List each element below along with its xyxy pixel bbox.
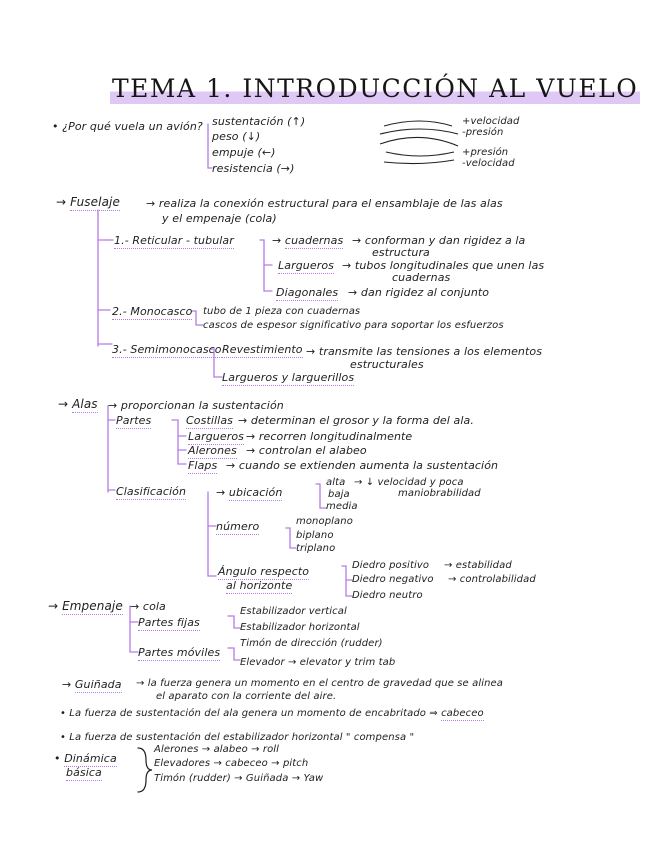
alas-label: → Alas <box>58 397 98 411</box>
empenaje-cola: → cola <box>130 600 166 613</box>
guinada-desc: → la fuerza genera un momento en el centro de gravedad que se alinea <box>136 678 503 689</box>
force-drag: resistencia (→) <box>212 162 295 175</box>
angulo-label: Ángulo respecto <box>218 565 310 578</box>
flow-upper-pressure: -presión <box>462 127 504 138</box>
estabilizador-horizontal: Estabilizador horizontal <box>240 622 360 633</box>
page-title: TEMA 1. INTRODUCCIÓN AL VUELO <box>112 74 639 103</box>
numero-label: número <box>216 520 260 533</box>
elevador: Elevador → elevator y trim tab <box>240 657 396 668</box>
revestimiento-desc: → transmite las tensiones a los elementos <box>306 345 543 358</box>
dinamica-row: Timón (rudder) → Guiñada → Yaw <box>154 773 324 784</box>
cuadernas-label: → cuadernas <box>272 234 344 247</box>
empenaje-label: → Empenaje <box>48 599 123 613</box>
ubicacion-label: → ubicación <box>216 486 283 499</box>
larguerillos: Largueros y larguerillos <box>222 371 355 384</box>
revestimiento-desc-2: estructurales <box>350 358 424 371</box>
dinamica-label-2: básica <box>66 766 102 779</box>
estabilizador-vertical: Estabilizador vertical <box>240 606 347 617</box>
largueros-ala-label: Largueros <box>188 430 244 443</box>
largueros-ala-desc: → recorren longitudinalmente <box>246 430 413 443</box>
note-lift-moment: • La fuerza de sustentación del ala genera un momento de encabritado ⇒ cabeceo <box>60 708 484 719</box>
dinamica-label: • Dinámica <box>54 752 117 765</box>
ubicacion-alta: alta <box>326 477 346 488</box>
timon-direccion: Timón de dirección (rudder) <box>240 638 383 649</box>
monocasco-label: 2.- Monocasco <box>112 305 193 318</box>
fuselaje-desc-2: y el empenaje (cola) <box>162 212 277 225</box>
revestimiento-label: Revestimiento <box>222 343 303 356</box>
fuselaje-desc: → realiza la conexión estructural para el ensamblaje de las alas <box>146 197 503 210</box>
flow-lower-velocity: -velocidad <box>462 158 515 169</box>
cuadernas-desc-2: estructura <box>372 246 430 259</box>
flaps-desc: → cuando se extienden aumenta la sustentación <box>226 459 499 472</box>
flow-lower-pressure: +presión <box>462 147 509 158</box>
largueros-desc-2: cuadernas <box>392 271 451 284</box>
force-thrust: empuje (←) <box>212 146 276 159</box>
guinada-label: → Guiñada <box>62 678 122 691</box>
partes-fijas-label: Partes fijas <box>138 616 200 629</box>
angulo-label-2: al horizonte <box>226 579 293 592</box>
flaps-label: Flaps <box>188 459 218 472</box>
dinamica-row: Elevadores → cabeceo → pitch <box>154 758 309 769</box>
numero-monoplano: monoplano <box>296 516 353 527</box>
diedro-positivo: Diedro positivo <box>352 560 430 571</box>
numero-biplano: biplano <box>296 530 334 541</box>
diedro-negativo: Diedro negativo <box>352 574 434 585</box>
monocasco-desc-2: cascos de espesor significativo para soportar los esfuerzos <box>203 320 504 331</box>
alas-partes-label: Partes <box>116 414 152 427</box>
semimonocasco-label: 3.- Semimonocasco <box>112 343 222 356</box>
costillas-label: Costillas <box>186 414 233 427</box>
why-question: • ¿Por qué vuela un avión? <box>52 120 203 133</box>
alas-desc: → proporcionan la sustentación <box>108 399 284 412</box>
alerones-label: Alerones <box>188 444 237 457</box>
diagonales-label: Diagonales <box>276 286 339 299</box>
dinamica-row: Alerones → alabeo → roll <box>154 744 280 755</box>
diedro-negativo-desc: → controlabilidad <box>448 574 536 585</box>
diedro-positivo-desc: → estabilidad <box>444 560 512 571</box>
numero-triplano: triplano <box>296 543 336 554</box>
force-lift: sustentación (↑) <box>212 115 306 128</box>
reticular-label: 1.- Reticular - tubular <box>114 234 234 247</box>
alta-desc: → ↓ velocidad y poca <box>354 477 464 488</box>
note-stabilizer: • La fuerza de sustentación del estabilizador horizontal " compensa " <box>60 732 415 743</box>
diedro-neutro: Diedro neutro <box>352 590 423 601</box>
clasificacion-label: Clasificación <box>116 485 187 498</box>
alta-desc-2: maniobrabilidad <box>398 488 481 499</box>
diagonales-desc: → dan rigidez al conjunto <box>348 286 490 299</box>
partes-moviles-label: Partes móviles <box>138 646 221 659</box>
ubicacion-baja: baja <box>328 489 350 500</box>
alerones-desc: → controlan el alabeo <box>246 444 367 457</box>
flow-upper-velocity: +velocidad <box>462 116 520 127</box>
cuadernas-desc: → conforman y dan rigidez a la <box>352 234 526 247</box>
monocasco-desc: tubo de 1 pieza con cuadernas <box>203 306 361 317</box>
guinada-desc-2: el aparato con la corriente del aire. <box>156 691 337 702</box>
largueros-desc: → tubos longitudinales que unen las <box>342 259 545 272</box>
fuselaje-label: → Fuselaje <box>56 195 120 209</box>
largueros-label: Largueros <box>278 259 334 272</box>
ubicacion-media: media <box>326 501 358 512</box>
force-weight: peso (↓) <box>212 130 261 143</box>
costillas-desc: → determinan el grosor y la forma del ala. <box>238 414 474 427</box>
